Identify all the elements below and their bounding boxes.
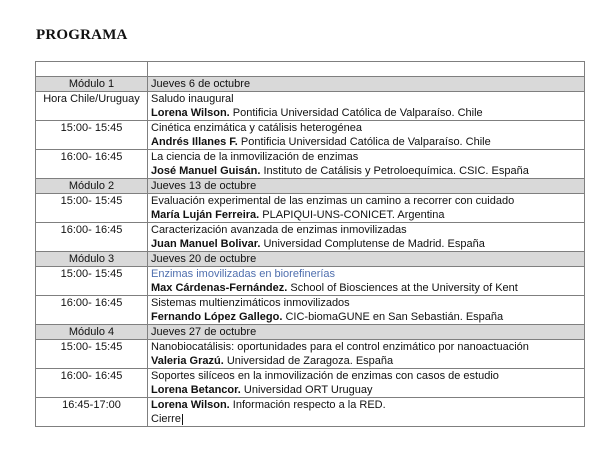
speaker-affiliation: Información respecto a la RED. <box>229 399 386 411</box>
speaker-name: Lorena Wilson. <box>151 107 230 119</box>
speaker-affiliation: School of Biosciences at the University of Kent <box>287 282 518 294</box>
speaker-name: Juan Manuel Bolivar. <box>151 238 261 250</box>
session-time: 16:00- 16:45 <box>36 150 148 179</box>
session-time: 16:00- 16:45 <box>36 223 148 252</box>
module-row <box>36 77 585 92</box>
table-row <box>36 194 585 223</box>
speaker-affiliation: CIC-biomaGUNE en San Sebastián. España <box>282 311 504 323</box>
session-topic: Saludo inaugural <box>151 93 234 105</box>
module-row <box>36 252 585 267</box>
module-label: Módulo 4 <box>36 325 148 340</box>
speaker-name: José Manuel Guisán. <box>151 165 261 177</box>
program-table <box>35 61 585 427</box>
session-cell <box>148 194 585 223</box>
speaker-affiliation: Universidad Complutense de Madrid. España <box>260 238 485 250</box>
session-cell <box>148 121 585 150</box>
session-topic: Sistemas multienzimáticos inmovilizados <box>151 297 350 309</box>
session-speaker-line <box>151 237 581 251</box>
session-topic: Nanobiocatálisis: oportunidades para el control enzimático por nanoactuación <box>151 341 529 353</box>
session-speaker-line <box>151 106 581 120</box>
session-topic: Soportes silíceos en la inmovilización de enzimas con casos de estudio <box>151 370 499 382</box>
session-cell <box>148 267 585 296</box>
session-cell <box>148 369 585 398</box>
session-speaker-line <box>151 354 581 368</box>
module-date: Jueves 20 de octubre <box>148 252 585 267</box>
session-speaker-line <box>151 164 581 178</box>
session-time: 15:00- 15:45 <box>36 340 148 369</box>
speaker-affiliation: Universidad ORT Uruguay <box>240 384 373 396</box>
session-time: 15:00- 15:45 <box>36 267 148 296</box>
table-cell <box>148 62 585 77</box>
speaker-affiliation: Instituto de Catálisis y Petroloequímica. CSIC. España <box>260 165 529 177</box>
session-time: Hora Chile/Uruguay <box>36 92 148 121</box>
table-row <box>36 340 585 369</box>
module-row <box>36 325 585 340</box>
module-label: Módulo 2 <box>36 179 148 194</box>
session-topic: La ciencia de la inmovilización de enzimas <box>151 151 359 163</box>
session-cell <box>148 398 585 427</box>
session-time: 16:45-17:00 <box>36 398 148 427</box>
speaker-affiliation: Pontificia Universidad Católica de Valparaíso. Chile <box>237 136 491 148</box>
session-speaker-line <box>151 398 581 412</box>
table-row <box>36 398 585 427</box>
session-topic: Cinética enzimática y catálisis heterogénea <box>151 122 362 134</box>
table-cell <box>36 62 148 77</box>
table-row <box>36 369 585 398</box>
module-label: Módulo 3 <box>36 252 148 267</box>
speaker-name: Max Cárdenas-Fernández. <box>151 282 288 294</box>
session-cell <box>148 340 585 369</box>
session-time: 16:00- 16:45 <box>36 369 148 398</box>
speaker-name: María Luján Ferreira. <box>151 209 260 221</box>
speaker-affiliation: Pontificia Universidad Católica de Valparaíso. Chile <box>229 107 483 119</box>
text-cursor <box>182 414 183 425</box>
session-time: 16:00- 16:45 <box>36 296 148 325</box>
session-cell <box>148 223 585 252</box>
module-row <box>36 179 585 194</box>
closing-text: Cierre <box>151 413 181 425</box>
session-speaker-line <box>151 208 581 222</box>
speaker-affiliation: Universidad de Zaragoza. España <box>223 355 394 367</box>
session-cell <box>148 150 585 179</box>
module-date: Jueves 27 de octubre <box>148 325 585 340</box>
session-topic: Enzimas imovilizadas en biorefinerías <box>151 268 336 280</box>
speaker-name: Valeria Grazú. <box>151 355 224 367</box>
session-speaker-line <box>151 383 581 397</box>
table-row <box>36 223 585 252</box>
session-time: 15:00- 15:45 <box>36 121 148 150</box>
session-speaker-line <box>151 310 581 324</box>
table-row <box>36 92 585 121</box>
table-row <box>36 121 585 150</box>
session-speaker-line <box>151 281 581 295</box>
page-title: PROGRAMA <box>36 27 128 43</box>
speaker-name: Fernando López Gallego. <box>151 311 283 323</box>
speaker-affiliation: PLAPIQUI-UNS-CONICET. Argentina <box>259 209 445 221</box>
session-topic: Caracterización avanzada de enzimas inmovilizadas <box>151 224 407 236</box>
table-row <box>36 267 585 296</box>
speaker-name: Lorena Betancor. <box>151 384 241 396</box>
table-row <box>36 150 585 179</box>
session-cell <box>148 92 585 121</box>
closing-line[interactable] <box>151 412 581 426</box>
table-row <box>36 296 585 325</box>
speaker-name: Lorena Wilson. <box>151 399 230 411</box>
module-date: Jueves 13 de octubre <box>148 179 585 194</box>
speaker-name: Andrés Illanes F. <box>151 136 238 148</box>
module-date: Jueves 6 de octubre <box>148 77 585 92</box>
module-label: Módulo 1 <box>36 77 148 92</box>
table-row-blank <box>36 62 585 77</box>
session-cell <box>148 296 585 325</box>
session-topic: Evaluación experimental de las enzimas un camino a recorrer con cuidado <box>151 195 515 207</box>
session-time: 15:00- 15:45 <box>36 194 148 223</box>
session-speaker-line <box>151 135 581 149</box>
